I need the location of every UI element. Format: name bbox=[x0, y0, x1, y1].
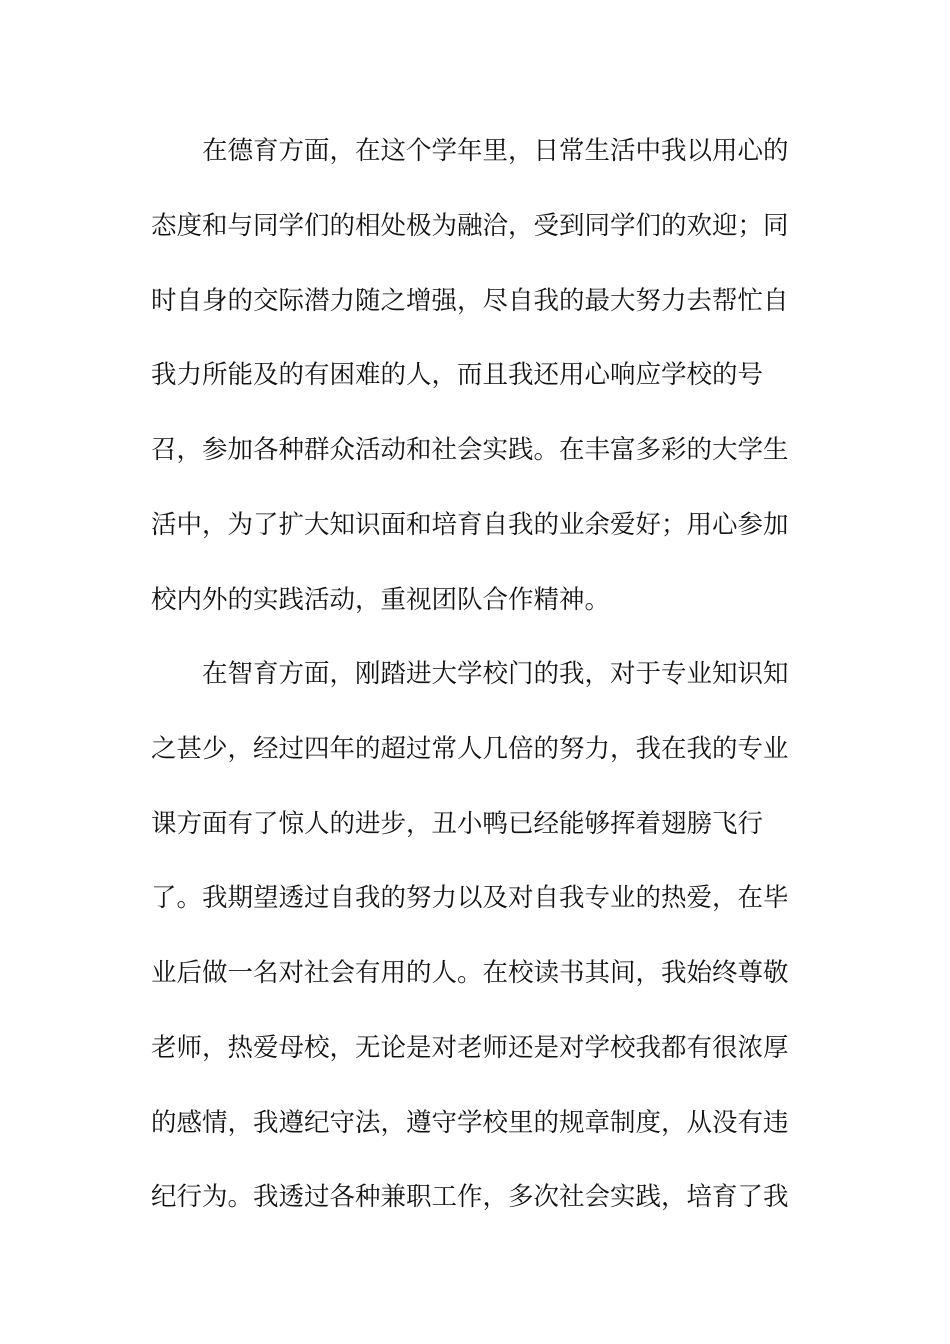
paragraph-2-line-6: 老师，热爱母校，无论是对老师还是对学校我都有很浓厚 bbox=[151, 1033, 789, 1063]
paragraph-1-line-4: 我力所能及的有困难的人，而且我还用心响应学校的号 bbox=[151, 360, 764, 390]
paragraph-1-line-6: 活中，为了扩大知识面和培育自我的业余爱好；用心参加 bbox=[151, 510, 789, 540]
paragraph-1-line-1: 在德育方面，在这个学年里，日常生活中我以用心的 bbox=[202, 136, 789, 166]
paragraph-2-line-8: 纪行为。我透过各种兼职工作，多次社会实践，培育了我 bbox=[151, 1182, 789, 1212]
paragraph-2-line-1: 在智育方面，刚踏进大学校门的我，对于专业知识知 bbox=[202, 659, 789, 689]
paragraph-2-line-7: 的感情，我遵纪守法，遵守学校里的规章制度，从没有违 bbox=[151, 1108, 789, 1138]
paragraph-1-line-7: 校内外的实践活动，重视团队合作精神。 bbox=[151, 585, 611, 615]
paragraph-2-line-4: 了。我期望透过自我的努力以及对自我专业的热爱，在毕 bbox=[151, 883, 789, 913]
paragraph-1-line-2: 态度和与同学们的相处极为融洽，受到同学们的欢迎；同 bbox=[151, 211, 789, 241]
paragraph-1-line-3: 时自身的交际潜力随之增强，尽自我的最大努力去帮忙自 bbox=[151, 286, 789, 316]
paragraph-2-line-2: 之甚少，经过四年的超过常人几倍的努力，我在我的专业 bbox=[151, 734, 789, 764]
paragraph-2-line-3: 课方面有了惊人的进步，丑小鸭已经能够挥着翅膀飞行 bbox=[151, 809, 764, 839]
paragraph-2-line-5: 业后做一名对社会有用的人。在校读书其间，我始终尊敬 bbox=[151, 958, 789, 988]
paragraph-1-line-5: 召，参加各种群众活动和社会实践。在丰富多彩的大学生 bbox=[151, 435, 789, 465]
